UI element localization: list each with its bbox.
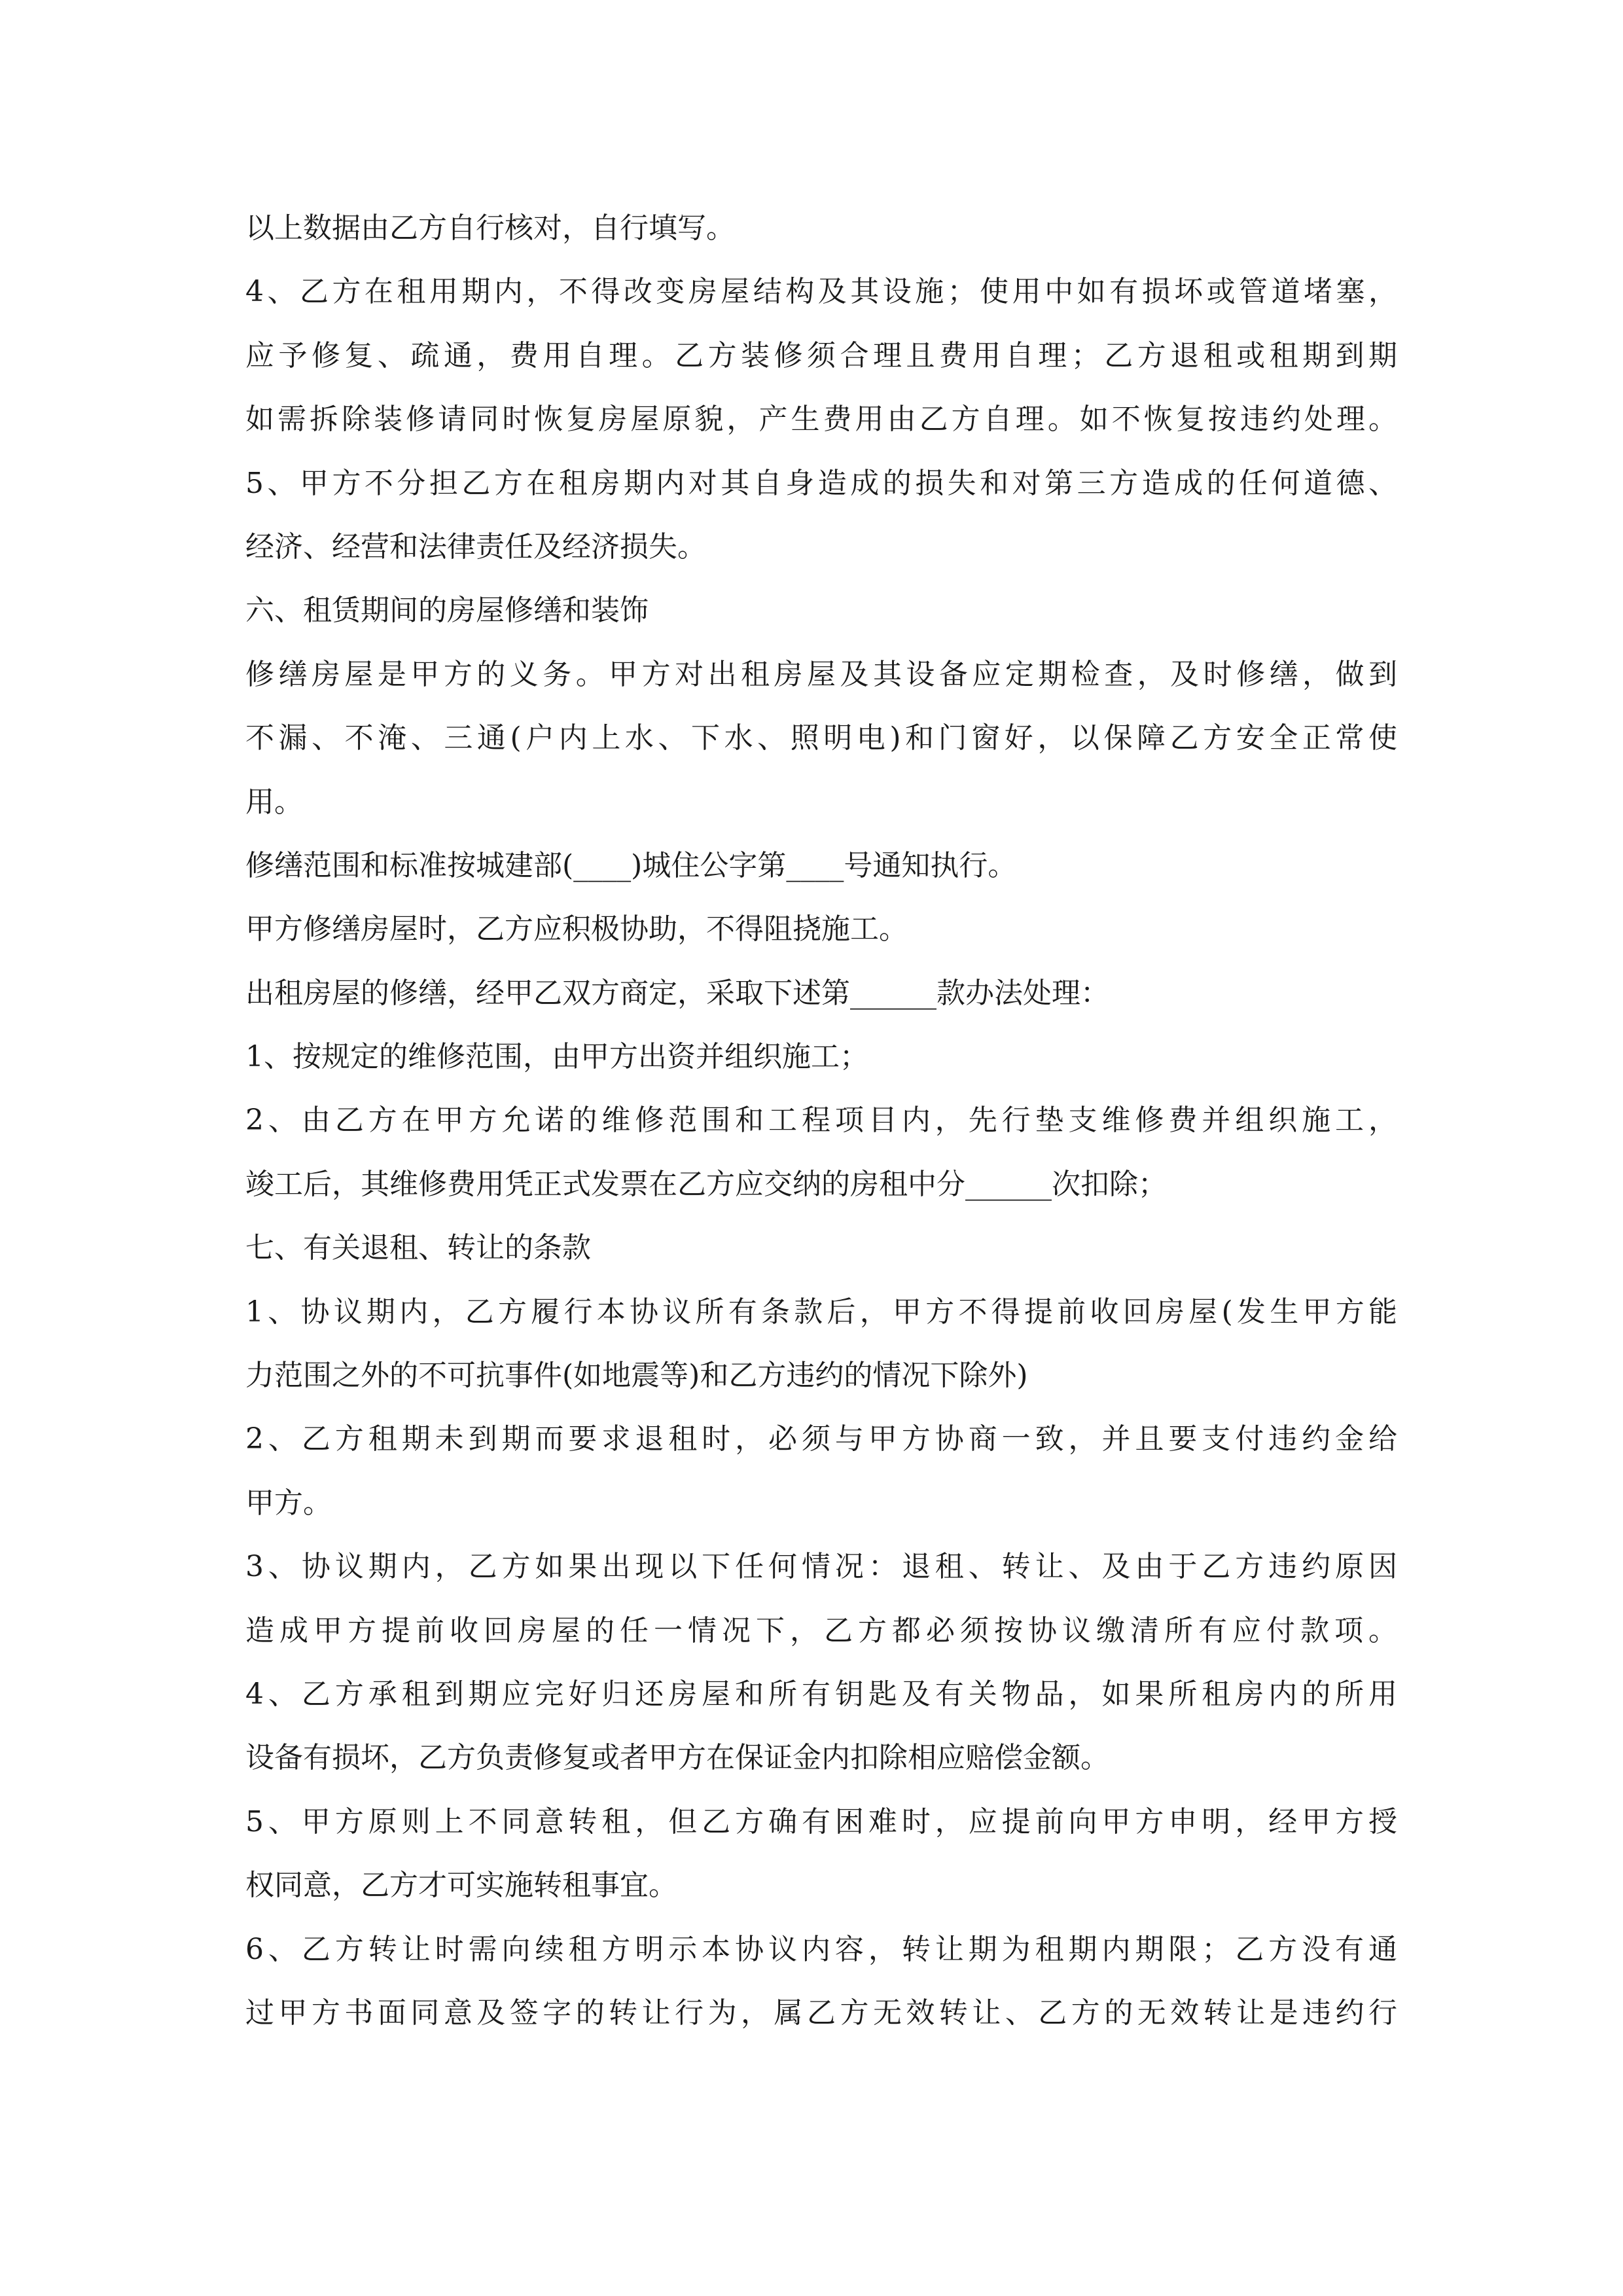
paragraph-line: 过甲方书面同意及签字的转让行为，属乙方无效转让、乙方的无效转让是违约行 bbox=[245, 1996, 1397, 2030]
paragraph-line: 修缮范围和标准按城建部(____)城住公字第____号通知执行。 bbox=[245, 848, 1017, 882]
paragraph-line: 造成甲方提前收回房屋的任一情况下，乙方都必须按协议缴清所有应付款项。 bbox=[245, 1613, 1397, 1647]
paragraph-line: 3、协议期内，乙方如果出现以下任何情况：退租、转让、及由于乙方违约原因 bbox=[245, 1550, 1397, 1584]
paragraph-line: 甲方。 bbox=[245, 1486, 332, 1520]
paragraph-line: 1、按规定的维修范围，由甲方出资并组织施工； bbox=[245, 1040, 868, 1074]
paragraph-line: 设备有损坏，乙方负责修复或者甲方在保证金内扣除相应赔偿金额。 bbox=[245, 1741, 1109, 1775]
paragraph-line: 力范围之外的不可抗事件(如地震等)和乙方违约的情况下除外) bbox=[245, 1359, 1028, 1393]
paragraph-line: 4、乙方承租到期应完好归还房屋和所有钥匙及有关物品，如果所租房内的所用 bbox=[245, 1677, 1397, 1711]
paragraph-line: 4、乙方在租用期内，不得改变房屋结构及其设施；使用中如有损坏或管道堵塞， bbox=[245, 275, 1397, 309]
section-heading: 七、有关退租、转让的条款 bbox=[245, 1231, 591, 1265]
paragraph-line: 1、协议期内，乙方履行本协议所有条款后，甲方不得提前收回房屋(发生甲方能 bbox=[245, 1295, 1397, 1329]
paragraph-line: 5、甲方原则上不同意转租，但乙方确有困难时，应提前向甲方申明，经甲方授 bbox=[245, 1804, 1397, 1839]
paragraph-line: 经济、经营和法律责任及经济损失。 bbox=[245, 529, 706, 564]
paragraph-line: 应予修复、疏通，费用自理。乙方装修须合理且费用自理；乙方退租或租期到期 bbox=[245, 338, 1397, 372]
paragraph-line: 甲方修缮房屋时，乙方应积极协助，不得阻挠施工。 bbox=[245, 912, 908, 946]
paragraph-line: 用。 bbox=[245, 785, 303, 819]
paragraph-line: 2、由乙方在甲方允诺的维修范围和工程项目内，先行垫支维修费并组织施工， bbox=[245, 1103, 1397, 1138]
paragraph-line: 出租房屋的修缮，经甲乙双方商定，采取下述第______款办法处理： bbox=[245, 976, 1109, 1010]
paragraph-line: 竣工后，其维修费用凭正式发票在乙方应交纳的房租中分______次扣除； bbox=[245, 1167, 1167, 1201]
paragraph-line: 2、乙方租期未到期而要求退租时，必须与甲方协商一致，并且要支付违约金给 bbox=[245, 1422, 1397, 1456]
paragraph-line: 修缮房屋是甲方的义务。甲方对出租房屋及其设备应定期检查，及时修缮，做到 bbox=[245, 657, 1397, 691]
paragraph-line: 6、乙方转让时需向续租方明示本协议内容，转让期为租期内期限；乙方没有通 bbox=[245, 1932, 1397, 1966]
section-heading: 六、租赁期间的房屋修缮和装饰 bbox=[245, 594, 649, 628]
paragraph-line: 不漏、不淹、三通(户内上水、下水、照明电)和门窗好，以保障乙方安全正常使 bbox=[245, 721, 1397, 755]
paragraph-line: 权同意，乙方才可实施转租事宜。 bbox=[245, 1869, 677, 1903]
paragraph-line: 以上数据由乙方自行核对，自行填写。 bbox=[245, 211, 735, 245]
paragraph-line: 如需拆除装修请同时恢复房屋原貌，产生费用由乙方自理。如不恢复按违约处理。 bbox=[245, 403, 1397, 437]
document-body bbox=[245, 196, 1397, 2045]
paragraph-line: 5、甲方不分担乙方在租房期内对其自身造成的损失和对第三方造成的任何道德、 bbox=[245, 466, 1397, 500]
